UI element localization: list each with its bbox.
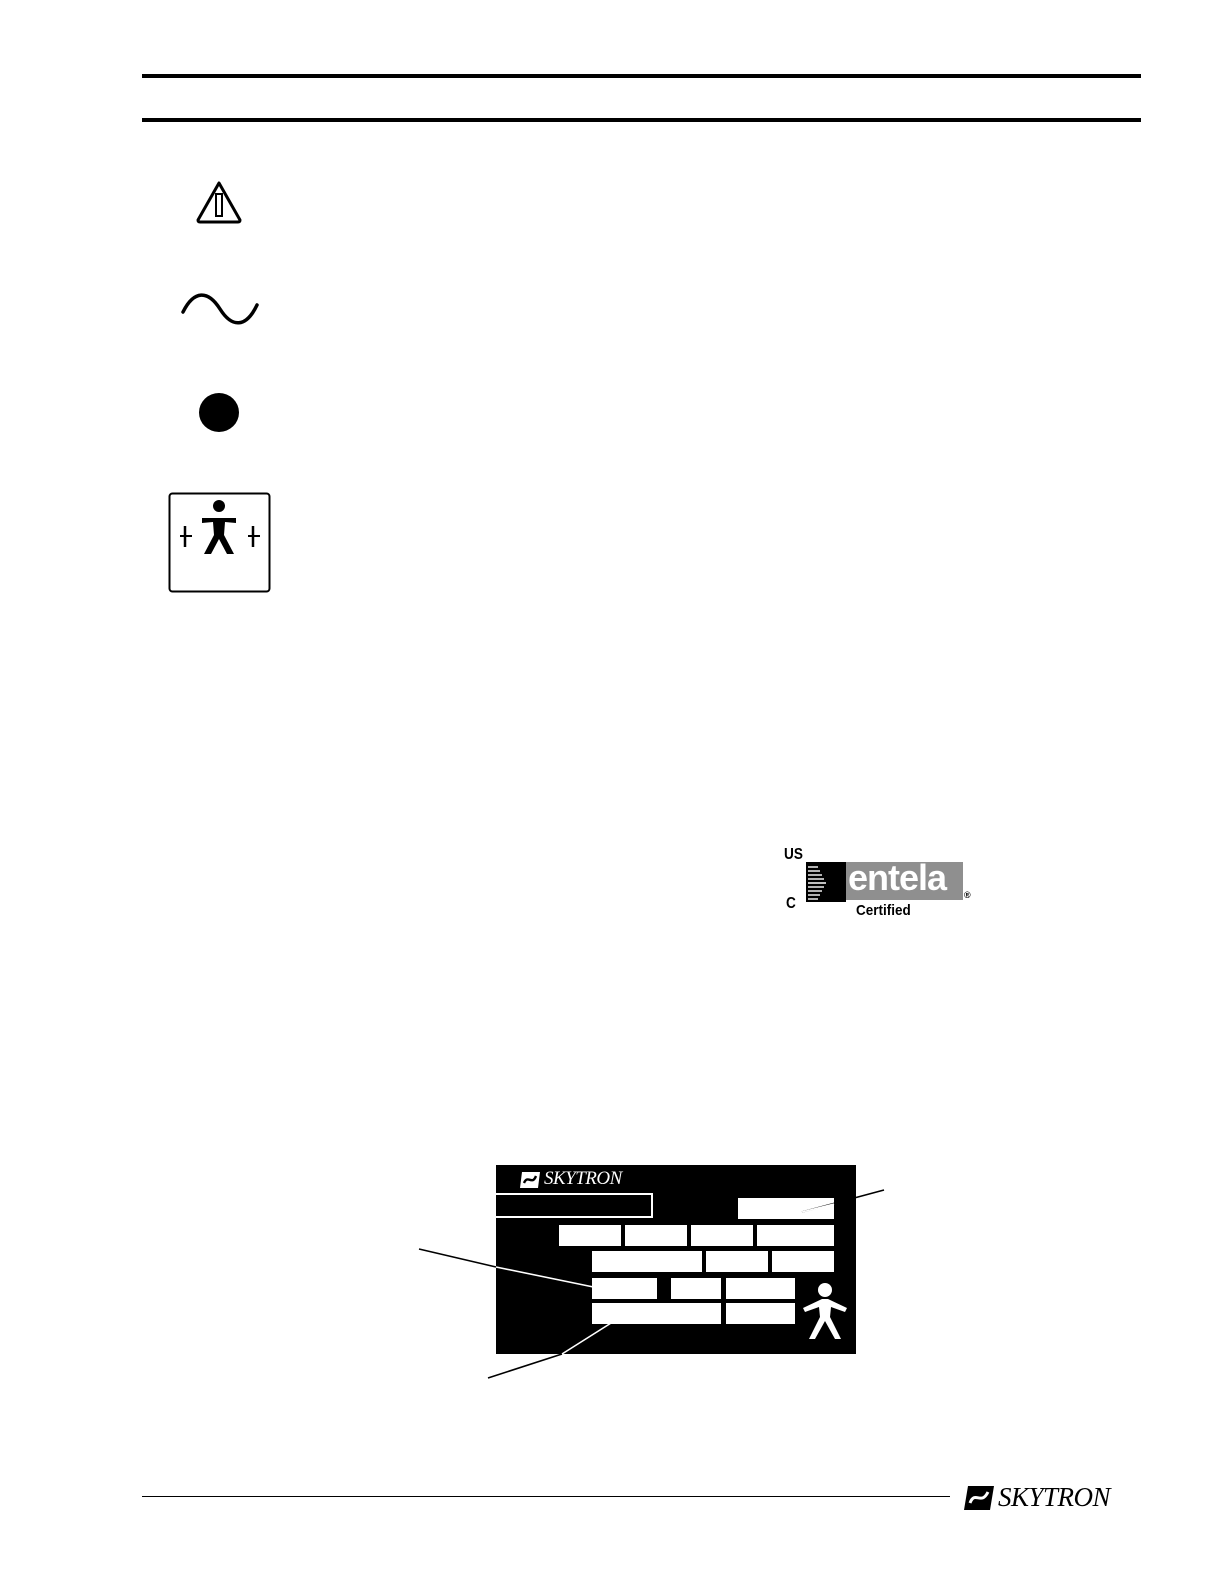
label-serial-field <box>738 1198 834 1219</box>
entela-wordmark: entela <box>848 857 947 898</box>
footer-skytron-logo-icon <box>962 1484 996 1512</box>
entela-certified-text: Certified <box>856 902 911 919</box>
callout-line-bottom <box>488 1354 562 1378</box>
label-field <box>592 1278 657 1299</box>
type-bf-applied-part-icon <box>168 492 272 594</box>
label-brand-name: SKYTRON <box>544 1168 622 1189</box>
label-field <box>772 1251 834 1272</box>
header-rule-top <box>142 74 1141 78</box>
label-model-field <box>496 1193 653 1218</box>
label-field <box>726 1278 795 1299</box>
entela-logo-bars <box>806 862 846 902</box>
skytron-logo-icon <box>518 1170 542 1190</box>
footer-brand-name: SKYTRON <box>998 1482 1111 1512</box>
label-field <box>559 1225 621 1246</box>
footer-rule <box>142 1496 950 1497</box>
alternating-current-icon <box>180 292 260 326</box>
label-field <box>671 1278 721 1299</box>
label-type-b-person-icon <box>800 1281 850 1341</box>
label-field <box>691 1225 753 1246</box>
entela-registered-mark: ® <box>964 890 971 900</box>
label-field <box>726 1303 795 1324</box>
label-field <box>592 1251 702 1272</box>
cert-country-c: C <box>786 895 796 912</box>
power-on-dot-icon <box>199 393 239 432</box>
label-field <box>706 1251 768 1272</box>
warning-triangle-icon <box>195 180 243 224</box>
cert-country-us: US <box>784 846 803 863</box>
header-rule-bottom <box>142 118 1141 122</box>
callout-line-left <box>419 1249 496 1267</box>
label-field <box>592 1303 721 1324</box>
label-field <box>757 1225 834 1246</box>
label-field <box>625 1225 687 1246</box>
